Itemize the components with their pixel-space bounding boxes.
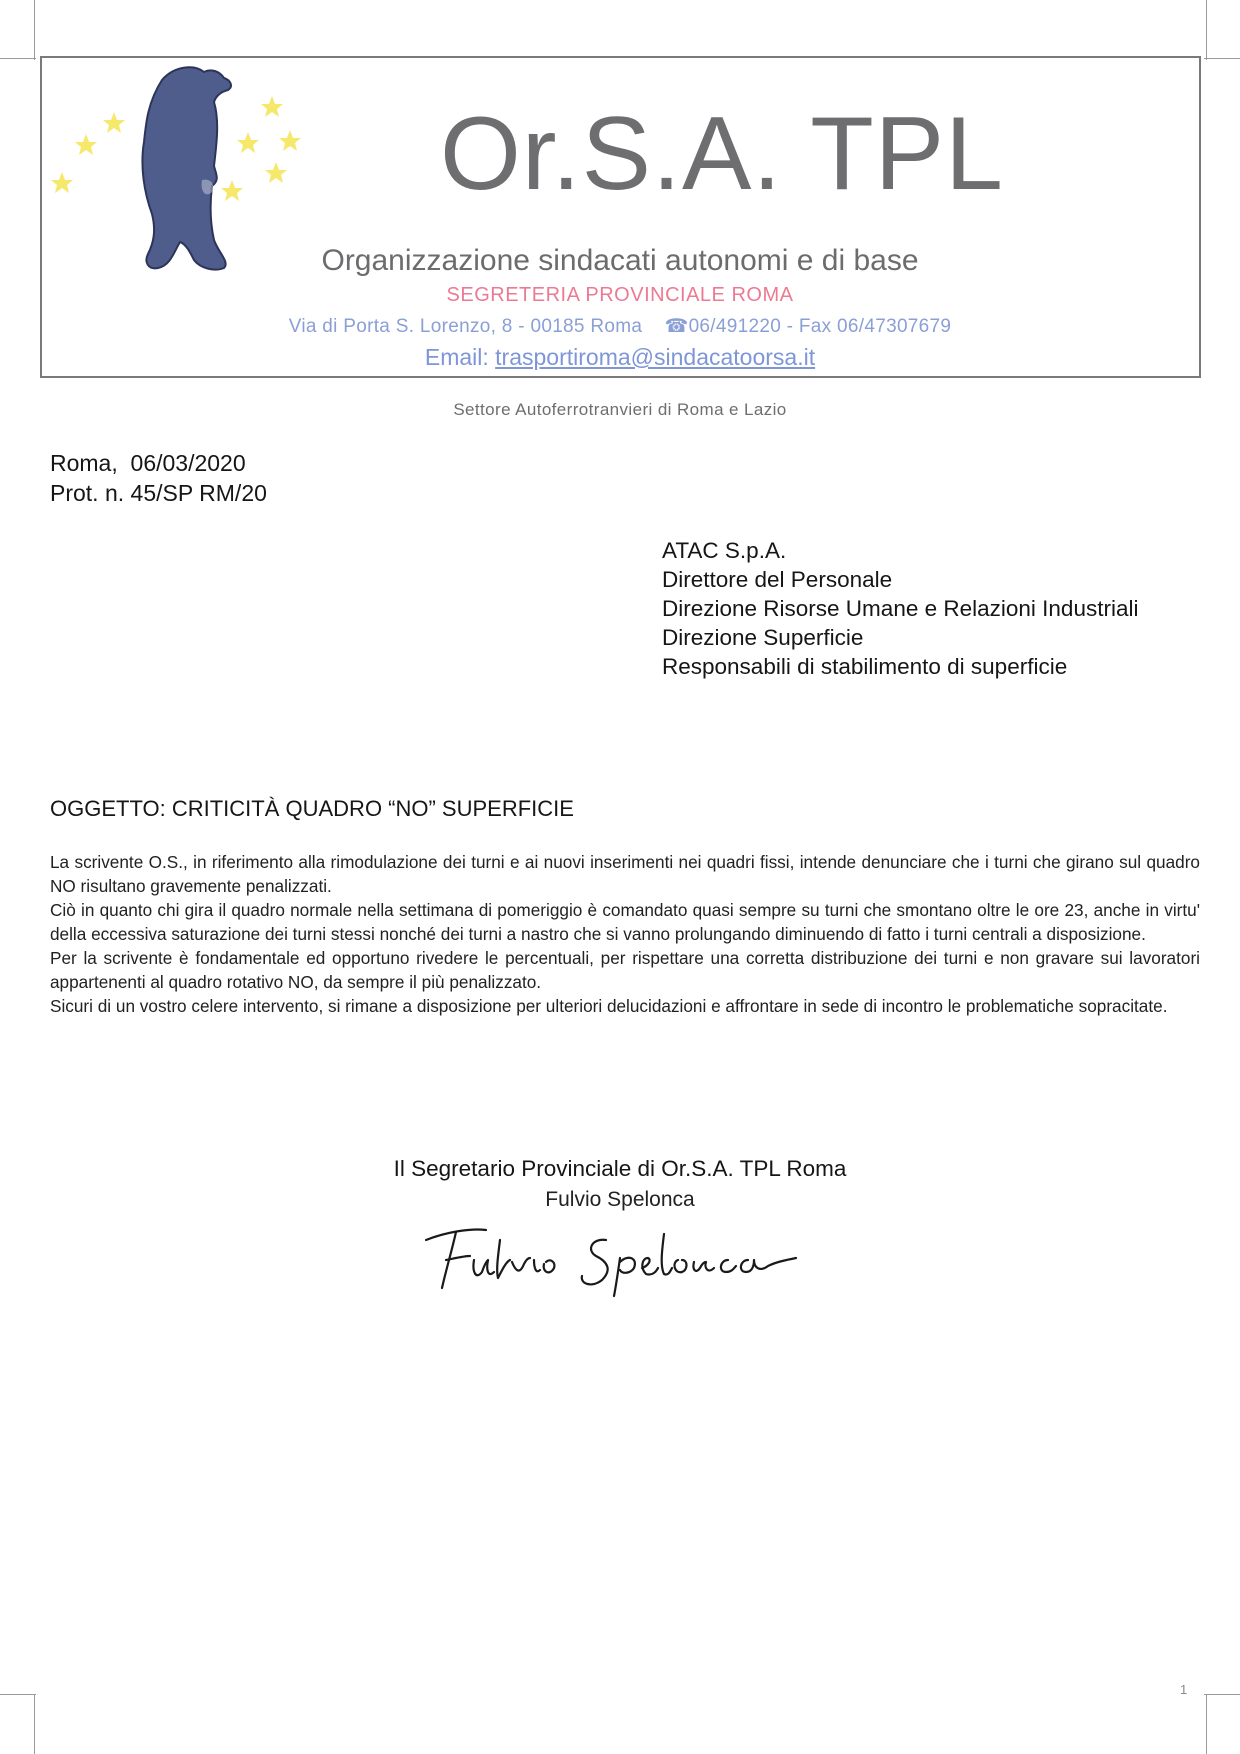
body-paragraph: Per la scrivente è fondamentale ed opportuno rivedere le percentuali, per rispettare una corretta distribuzione dei turni e non gravare sui lavoratori appartenenti al quadro rotativo NO, da sempre il più penalizzato. xyxy=(50,948,1200,992)
recipients-block xyxy=(662,536,1138,681)
bear-with-stars-icon xyxy=(44,62,312,274)
fax-number: - Fax 06/47307679 xyxy=(786,316,952,337)
contact-line xyxy=(0,315,1240,338)
phone-number: 06/491220 xyxy=(688,316,782,337)
crop-mark xyxy=(1206,1694,1207,1754)
organization-logo-text: Or.S.A. TPL xyxy=(440,96,1004,212)
body-paragraph: Ciò in quanto chi gira il quadro normale nella settimana di pomeriggio è comandato quasi sempre su turni che smontano oltre le ore 23, anche in virtu' della eccessiva saturazione dei turni stessi nonché dei turni a nastro che si vanno prolungando diminuendo di fatto i turni centrali a disposizione. xyxy=(50,900,1200,944)
letter-body xyxy=(50,850,1200,1018)
address: Via di Porta S. Lorenzo, 8 - 00185 Roma xyxy=(288,316,643,337)
recipient: Responsabili di stabilimento di superficie xyxy=(662,654,1068,679)
organization-name: Organizzazione sindacati autonomi e di base xyxy=(321,244,919,277)
crop-mark xyxy=(0,58,36,59)
email-line xyxy=(0,344,1240,371)
handwritten-signature xyxy=(416,1210,806,1300)
protocol-number: Prot. n. 45/SP RM/20 xyxy=(50,480,267,506)
telephone-icon: ☎ xyxy=(664,316,689,337)
date-block xyxy=(50,448,267,508)
crop-mark xyxy=(34,1694,35,1754)
signatory-name: Fulvio Spelonca xyxy=(545,1188,695,1211)
body-paragraph: La scrivente O.S., in riferimento alla rimodulazione dei turni e ai nuovi inserimenti nei quadri fissi, intende denunciare che i turni che girano sul quadro NO risultano gravemente penalizzati. xyxy=(50,852,1200,896)
email-link[interactable]: trasportiroma@sindacatoorsa.it xyxy=(495,344,816,370)
crop-mark xyxy=(0,1694,36,1695)
crop-mark xyxy=(1204,1694,1240,1695)
recipient: Direttore del Personale xyxy=(662,567,893,592)
letter-subject: OGGETTO: CRITICITÀ QUADRO “NO” SUPERFICIE xyxy=(50,796,574,821)
recipient: Direzione Risorse Umane e Relazioni Industriali xyxy=(662,596,1139,621)
crop-mark xyxy=(34,0,35,60)
letter-date: Roma, 06/03/2020 xyxy=(50,450,246,476)
secretariat-name: SEGRETERIA PROVINCIALE ROMA xyxy=(446,284,794,306)
recipient: Direzione Superficie xyxy=(662,625,864,650)
email-label: Email: xyxy=(424,344,489,370)
body-paragraph: Sicuri di un vostro celere intervento, si rimane a disposizione per ulteriori delucidazioni e affrontare in sede di incontro le problematiche sopracitate. xyxy=(50,996,1168,1016)
crop-mark xyxy=(1206,0,1207,60)
page-number: 1 xyxy=(1180,1682,1188,1697)
recipient: ATAC S.p.A. xyxy=(662,538,787,563)
sector-line: Settore Autoferrotranvieri di Roma e Lazio xyxy=(453,400,787,419)
signatory-title: Il Segretario Provinciale di Or.S.A. TPL Roma xyxy=(393,1156,847,1181)
crop-mark xyxy=(1204,58,1240,59)
